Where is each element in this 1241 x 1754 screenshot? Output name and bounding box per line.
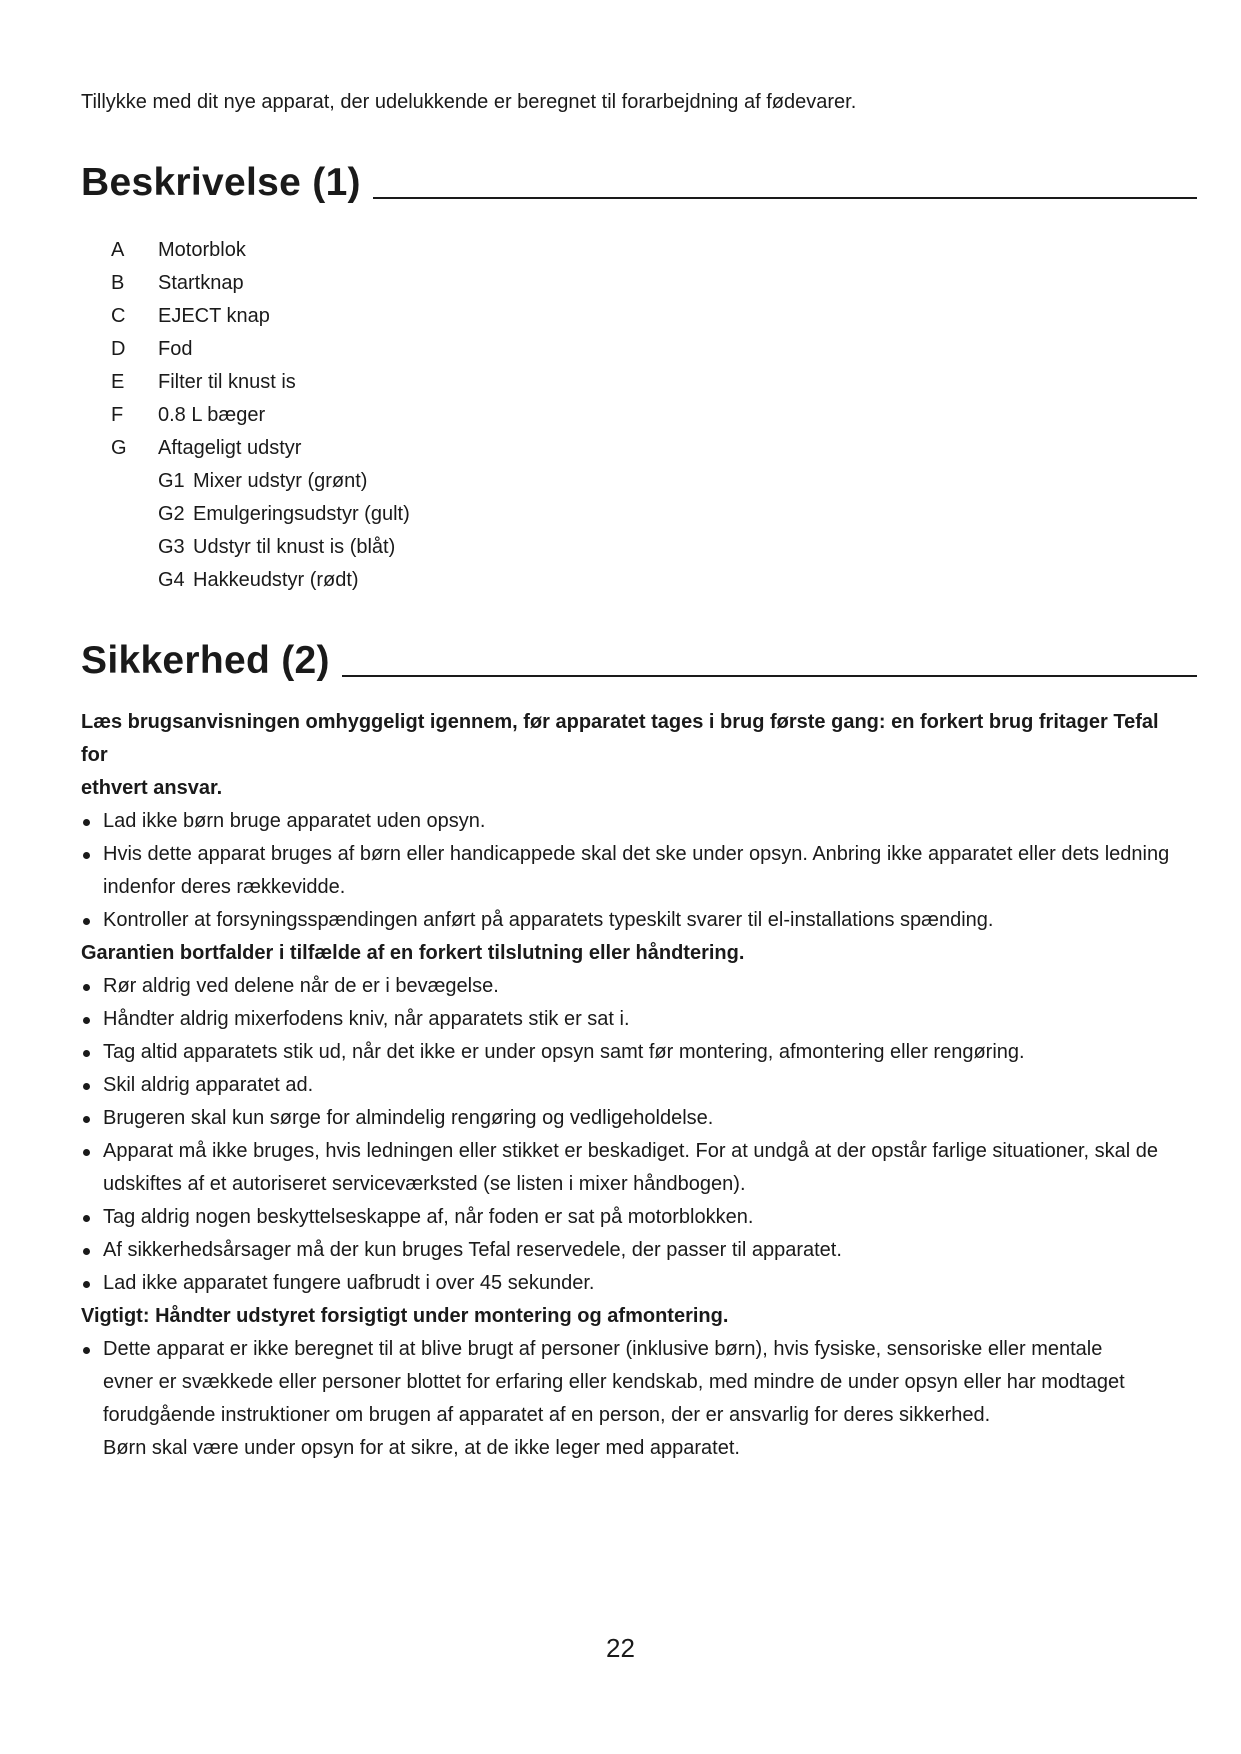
bullet-dot [83,819,90,826]
part-label: Fod [158,338,193,360]
safety-list [81,970,1181,1300]
bullet-text: Lad ikke apparatet fungere uafbrudt i over 45 sekunder. [103,1272,595,1294]
heading-rule [342,675,1197,677]
bullet-item [81,1003,1181,1036]
bullet-dot [83,984,90,991]
bullet-dot [83,1248,90,1255]
part-item [111,432,301,465]
bullet-item [81,1201,1181,1234]
bullet-text: Kontroller at forsyningsspændingen anført på apparatets typeskilt svarer til el-installations spænding. [103,909,994,931]
description-heading-text: Beskrivelse (1) [81,161,361,204]
bullet-item [81,838,1181,904]
description-heading [81,160,1197,206]
bullet-dot [83,1281,90,1288]
part-label: Filter til knust is [158,371,296,393]
part-letter: F [111,404,124,426]
subpart-item [158,465,410,498]
bullet-item [81,1333,1181,1465]
bullet-text: Tag altid apparatets stik ud, når det ikke er under opsyn samt før montering, afmontering eller rengøring. [103,1041,1025,1063]
intro-text: Tillykke med dit nye apparat, der udelukkende er beregnet til forarbejdning af fødevarer. [81,91,857,113]
safety-section [81,706,1181,1465]
subpart-label: Emulgeringsudstyr (gult) [193,503,410,525]
bullet-text: Tag aldrig nogen beskyttelseskappe af, når foden er sat på motorblokken. [103,1206,754,1228]
bullet-text: Håndter aldrig mixerfodens kniv, når apparatets stik er sat i. [103,1008,630,1030]
part-label: 0.8 L bæger [158,404,266,426]
warning-line: Læs brugsanvisningen omhyggeligt igennem, før apparatet tages i brug første gang: en forkert brug fritager Tefal for [81,711,1159,766]
subpart-item [158,531,410,564]
bullet-text: Brugeren skal kun sørge for almindelig rengøring og vedligeholdelse. [103,1107,714,1129]
part-letter: G [111,437,127,459]
bullet-dot [83,1017,90,1024]
page-number: 22 [606,1633,635,1663]
part-label: Aftageligt udstyr [158,437,302,459]
part-item [111,300,301,333]
part-letter: B [111,272,125,294]
bullet-dot [83,918,90,925]
guarantee-note: Garantien bortfalder i tilfælde af en forkert tilslutning eller håndtering. [81,942,745,964]
part-letter: C [111,305,126,327]
subpart-label: Hakkeudstyr (rødt) [193,569,359,591]
bullet-text: Lad ikke børn bruge apparatet uden opsyn. [103,810,486,832]
subpart-label: Udstyr til knust is (blåt) [193,536,396,558]
important-note: Vigtigt: Håndter udstyret forsigtigt under montering og afmontering. [81,1305,729,1327]
bullet-item [81,1036,1181,1069]
bullet-text: udskiftes af et autoriseret serviceværksted (se listen i mixer håndbogen). [103,1173,746,1195]
bullet-text: indenfor deres rækkevidde. [103,876,346,898]
bullet-dot [83,1215,90,1222]
part-item [111,333,301,366]
safety-heading-text: Sikkerhed (2) [81,639,330,682]
part-item [111,366,301,399]
bullet-dot [83,1116,90,1123]
safety-list [81,805,1181,937]
subpart-code: G3 [158,536,185,558]
part-item [111,267,301,300]
bullet-text: Børn skal være under opsyn for at sikre, at de ikke leger med apparatet. [103,1437,740,1459]
bullet-text: Skil aldrig apparatet ad. [103,1074,314,1096]
part-letter: A [111,239,125,261]
bullet-item [81,1135,1181,1201]
subpart-item [158,564,410,597]
part-label: Startknap [158,272,244,294]
bullet-item [81,805,1181,838]
bullet-item [81,904,1181,937]
warning-line: ethvert ansvar. [81,777,223,799]
bullet-dot [83,1050,90,1057]
subpart-code: G1 [158,470,185,492]
part-letter: D [111,338,126,360]
safety-heading [81,638,1197,684]
bullet-item [81,1267,1181,1300]
bullet-text: Hvis dette apparat bruges af børn eller handicappede skal det ske under opsyn. Anbring ikke apparatet eller dets ledning [103,843,1170,865]
bullet-item [81,970,1181,1003]
bullet-text: Af sikkerhedsårsager må der kun bruges Tefal reservedele, der passer til apparatet. [103,1239,842,1261]
bullet-text: forudgående instruktioner om brugen af apparatet af en person, der er ansvarlig for deres sikkerhed. [103,1404,991,1426]
bullet-text: Apparat må ikke bruges, hvis ledningen eller stikket er beskadiget. For at undgå at der opstår farlige situationer, skal de [103,1140,1159,1162]
bullet-text: Rør aldrig ved delene når de er i bevægelse. [103,975,499,997]
part-label: Motorblok [158,239,246,261]
subpart-code: G2 [158,503,185,525]
bullet-dot [83,1083,90,1090]
heading-rule [373,197,1197,199]
bullet-dot [83,852,90,859]
part-item [111,399,301,432]
bullet-text: evner er svækkede eller personer blottet for erfaring eller kendskab, med mindre de under opsyn eller har modtaget [103,1371,1125,1393]
part-label: EJECT knap [158,305,270,327]
bullet-item [81,1102,1181,1135]
bullet-dot [83,1149,90,1156]
parts-list [111,234,301,465]
part-item [111,234,301,267]
subpart-code: G4 [158,569,185,591]
bullet-text: Dette apparat er ikke beregnet til at blive brugt af personer (inklusive børn), hvis fysiske, sensoriske eller mentale [103,1338,1103,1360]
subpart-label: Mixer udstyr (grønt) [193,470,368,492]
bullet-item [81,1234,1181,1267]
subpart-item [158,498,410,531]
bullet-dot [83,1347,90,1354]
safety-list [81,1333,1181,1465]
bullet-item [81,1069,1181,1102]
subparts-list [158,465,410,597]
part-letter: E [111,371,125,393]
